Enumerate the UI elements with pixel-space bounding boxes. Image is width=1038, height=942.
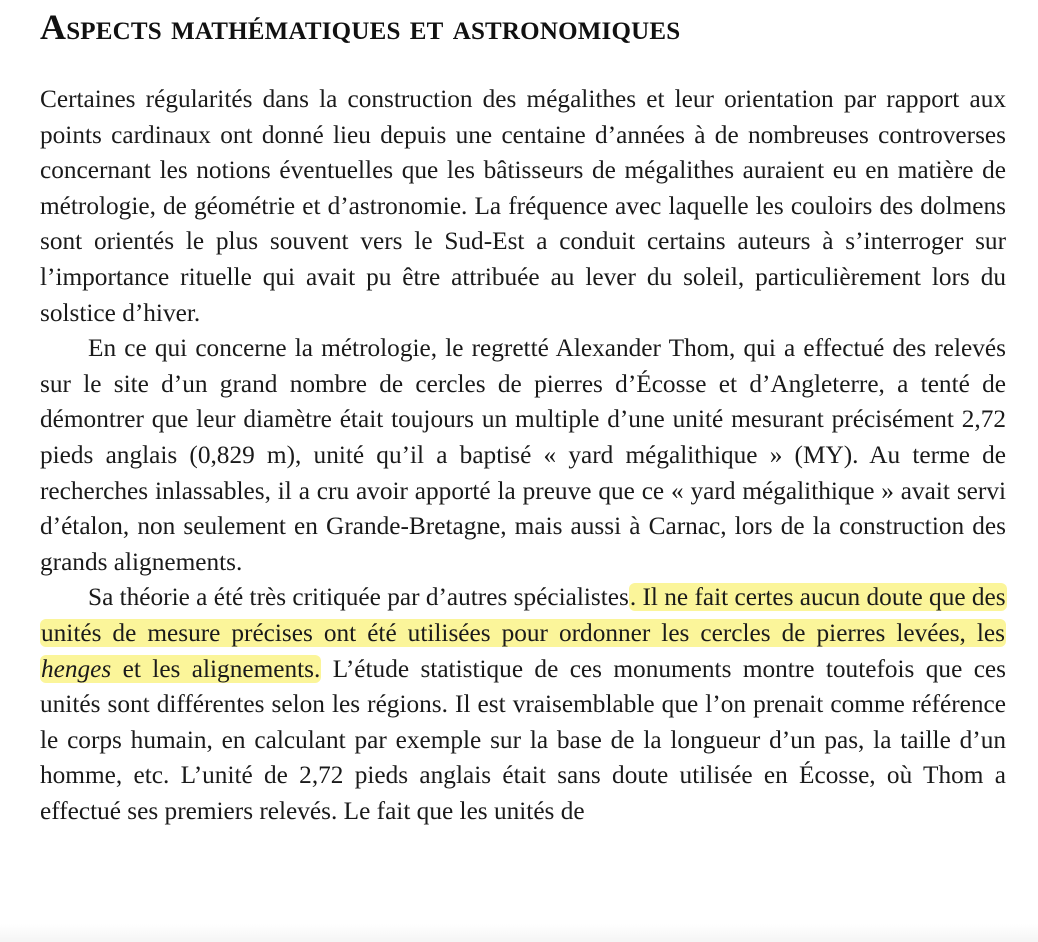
paragraph-2: En ce qui concerne la métrologie, le regretté Alexander Thom, qui a effectué des relevés sur le site d’un grand nombre de cercles de pierres d’Écosse et d’Angleterre, a tenté de démontrer que leur diamètre était toujours un multiple d’une unité mesurant précisément 2,72 pieds anglais (0,829 m), unité qu’il a baptisé « yard mégalithique » (MY). Au terme de recherches inlassables, il a cru avoir apporté la preuve que ce « yard mégalithique » avait servi d’étalon, non seulement en Grande-Bretagne, mais aussi à Carnac, lors de la construction des grands alignements. [40, 334, 1006, 576]
paragraph-3 [40, 580, 1006, 829]
section-heading: Aspects mathématiques et astronomiques [40, 7, 681, 47]
body-text [40, 82, 1006, 829]
page-bottom-shade [0, 924, 1038, 942]
italic-term-henges: henges [41, 654, 112, 683]
highlighted-text-end: et les alignements. [111, 654, 321, 683]
paragraph-3-intro: Sa théorie a été très critiquée par d’autres spécialistes [88, 583, 629, 612]
paragraph-3-continuation: L’étude statistique de ces monuments montre toutefois que ces unités sont différentes selon les régions. Il est vraisemblable que l’on prenait comme référence le corps humain, en calculant par exemple sur la base de la longueur d’un pas, la taille d’un homme, etc. L’unité de 2,72 pieds anglais était sans doute utilisée en Écosse, où Thom a effectué ses premiers relevés. Le fait que les unités de [40, 654, 1006, 825]
paragraph-1: Certaines régularités dans la construction des mégalithes et leur orientation par rapport aux points cardinaux ont donné lieu depuis une centaine d’années à de nombreuses controverses concernant les notions éventuelles que les bâtisseurs de mégalithes auraient eu en matière de métrologie, de géométrie et d’astronomie. La fréquence avec laquelle les couloirs des dolmens sont orientés le plus souvent vers le Sud-Est a conduit certains auteurs à s’interroger sur l’importance rituelle qui avait pu être attribuée au lever du soleil, particulièrement lors du solstice d’hiver. [40, 85, 1006, 327]
highlighted-text-start: . Il ne fait certes aucun doute que des unités de mesure précises ont été utilisées pour ordonner les cercles de pierres levées, les [41, 583, 1006, 647]
